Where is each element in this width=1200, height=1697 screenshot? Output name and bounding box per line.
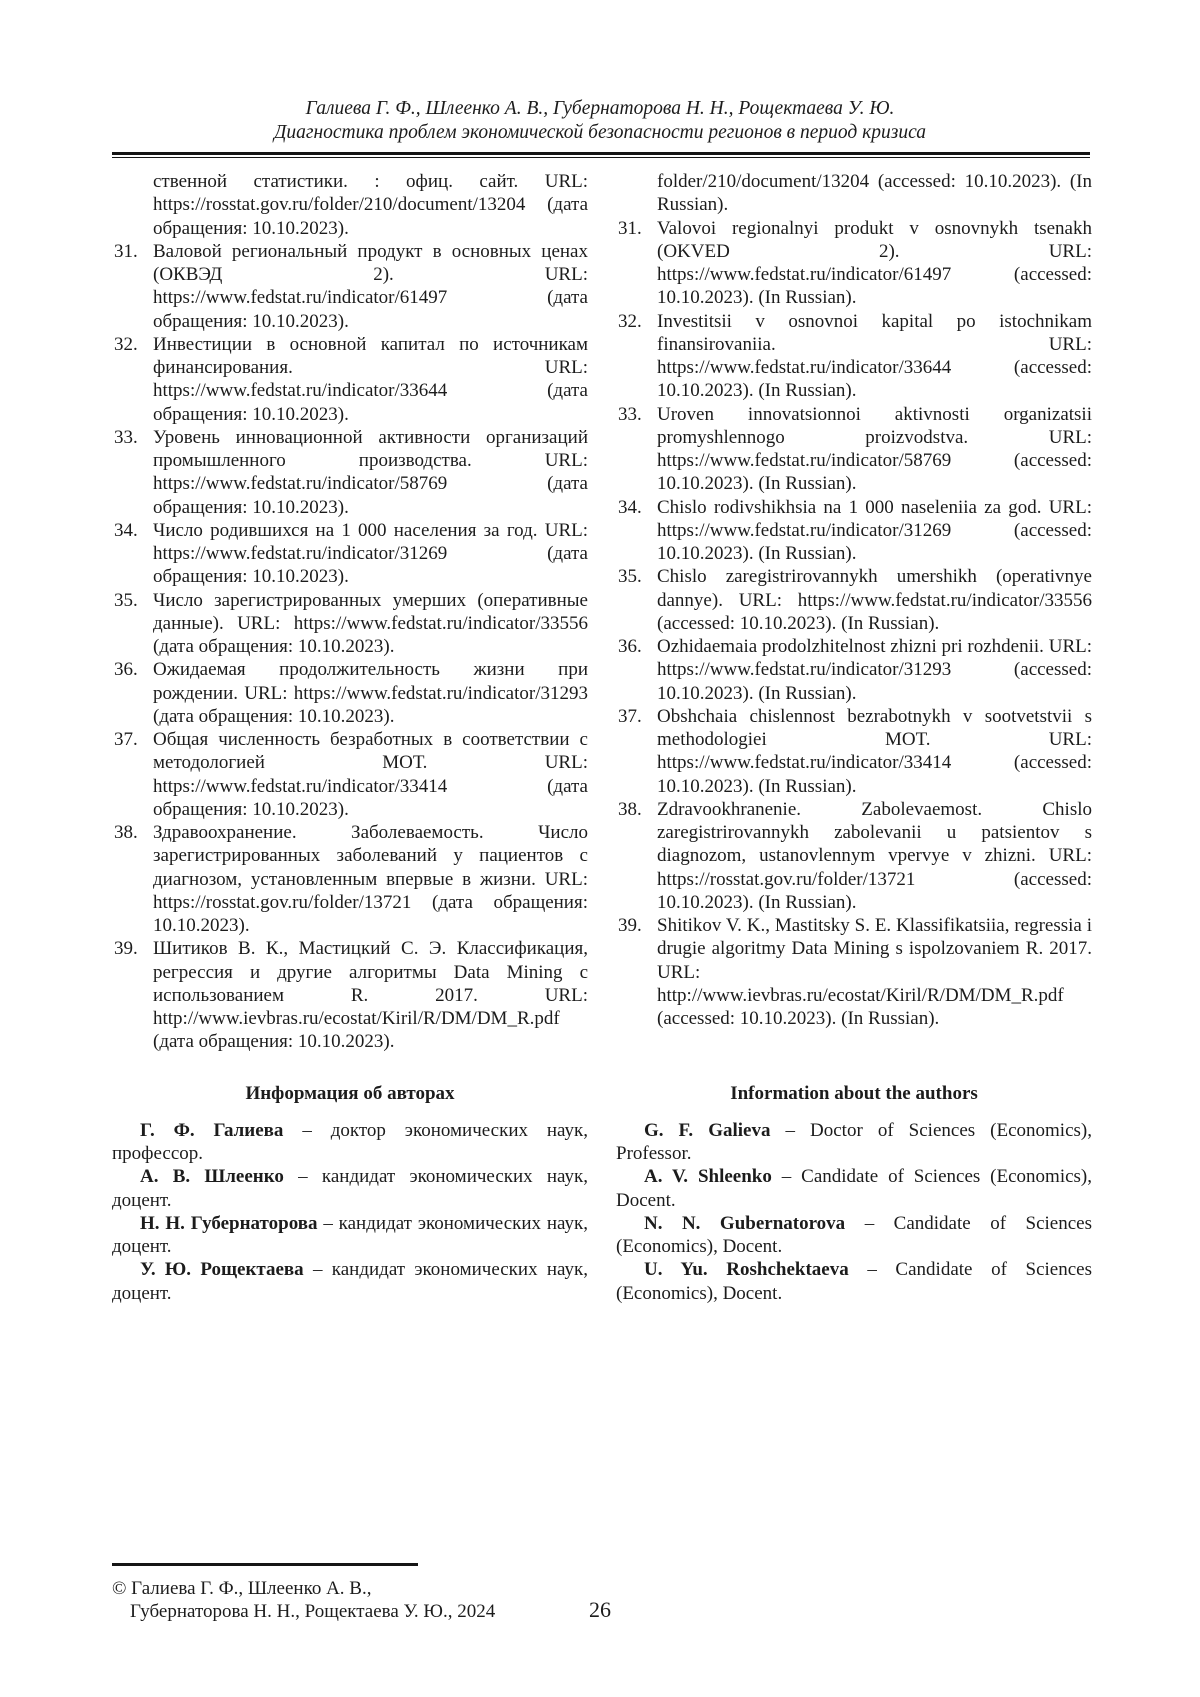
author-name: А. В. Шлеенко (140, 1166, 284, 1188)
copyright-line-2: Губернаторова Н. Н., Рощектаева У. Ю., 2024 (130, 1601, 496, 1622)
reference-text: Валовой региональный продукт в основных ценах (ОКВЭД 2). URL: https://www.fedstat.ru/indicator/61497 (дата обращения: 10.10.2023). (153, 240, 588, 332)
authors-heading-ru: Информация об авторах (245, 1082, 455, 1104)
reference-number: 35. (618, 566, 642, 588)
authors-column-ru (112, 1082, 588, 1305)
reference-number: 32. (618, 310, 642, 332)
reference-continuation: folder/210/document/13204 (accessed: 10.10.2023). (In Russian). (657, 171, 1092, 216)
reference-text: Инвестиции в основной капитал по источникам финансирования. URL: https://www.fedstat.ru/indicator/33644 (дата обращения: 10.10.2023). (153, 333, 588, 425)
reference-number: 34. (114, 519, 138, 541)
reference-number: 36. (618, 636, 642, 657)
reference-number: 35. (114, 589, 138, 611)
author-entry (616, 1119, 1092, 1166)
reference-item (112, 519, 588, 589)
reference-item (616, 217, 1092, 310)
author-name: A. V. Shleenko (644, 1166, 772, 1188)
author-entry (616, 1258, 1092, 1305)
references-column-en (616, 170, 1092, 1054)
reference-item (616, 705, 1092, 798)
reference-text: Здравоохранение. Заболеваемость. Число зарегистрированных заболеваний у пациентов с диагнозом, установленным впервые в жизни. URL: https://rosstat.gov.ru/folder/13721 (дата обращения: 10.10.2023). (153, 822, 588, 936)
reference-text: Ожидаемая продолжительность жизни при рождении. URL: https://www.fedstat.ru/indicator/31293 (дата обращения: 10.10.2023). (153, 659, 588, 727)
reference-item (112, 821, 588, 937)
reference-item (112, 937, 588, 1053)
reference-number: 38. (618, 798, 642, 820)
author-name: N. N. Gubernatorova (644, 1212, 846, 1234)
reference-text: Shitikov V. K., Mastitsky S. E. Klassifikatsiia, regressia i drugie algoritmy Data Mining s ispolzovaniem R. 2017. URL: http://www.ievbras.ru/ecostat/Kiril/R/DM/DM_R.pdf (accessed: 10.10.2023). (In Russian). (657, 915, 1092, 1029)
reference-item (616, 310, 1092, 403)
references-section (112, 170, 1092, 1054)
reference-text: Chislo zaregistrirovannykh umershikh (operativnye dannye). URL: https://www.fedstat.ru/indicator/33556 (accessed: 10.10.2023). (In Russian). (657, 566, 1092, 634)
author-name: Г. Ф. Галиева (140, 1119, 284, 1141)
running-head-authors: Галиева Г. Ф., Шлеенко А. В., Губернаторова Н. Н., Рощектаева У. Ю. (305, 98, 895, 119)
running-head (0, 97, 1200, 145)
author-name: U. Yu. Roshchektaeva (644, 1259, 849, 1281)
reference-number: 33. (618, 403, 642, 425)
author-details: – Candidate of Sciences (Economics), Docent. (616, 1259, 1092, 1304)
reference-item (112, 589, 588, 659)
reference-number: 34. (618, 496, 642, 518)
reference-text: Investitsii v osnovnoi kapital po istochnikam finansirovaniia. URL: https://www.fedstat.ru/indicator/33644 (accessed: 10.10.2023). (In Russian). (657, 310, 1092, 402)
reference-number: 37. (114, 729, 138, 750)
reference-number: 32. (114, 333, 138, 355)
reference-item (616, 798, 1092, 914)
reference-number: 37. (618, 705, 642, 727)
reference-text: Zdravookhranenie. Zabolevaemost. Chislo zaregistrirovannykh zabolevanii u patsientov s diagnozom, ustanovlennym vpervye v zhizni. URL: https://rosstat.gov.ru/folder/13721 (accessed: 10.10.2023). (In Russian). (657, 798, 1092, 913)
author-details: – доктор экономических наук, профессор. (112, 1119, 588, 1164)
reference-number: 36. (114, 659, 138, 681)
reference-continuation: ственной статистики. : офиц. сайт. URL: https://rosstat.gov.ru/folder/210/document/13204 (дата обращения: 10.10.2023). (153, 171, 588, 239)
reference-item (112, 333, 588, 426)
author-name: G. F. Galieva (644, 1119, 771, 1141)
author-details: – Candidate of Sciences (Economics), Docent. (616, 1166, 1093, 1211)
reference-item (112, 426, 588, 519)
reference-text: Uroven innovatsionnoi aktivnosti organizatsii promyshlennogo proizvodstva. URL: https://www.fedstat.ru/indicator/58769 (accessed: 10.10.2023). (In Russian). (657, 403, 1092, 495)
running-head-title: Диагностика проблем экономической безопасности регионов в период кризиса (273, 122, 927, 143)
author-entry (112, 1119, 588, 1166)
reference-text: Obshchaia chislennost bezrabotnykh v sootvetstvii s methodologiei MOT. URL: https://www.fedstat.ru/indicator/33414 (accessed: 10.10.2023). (In Russian). (657, 705, 1092, 797)
author-details: – Candidate of Sciences (Economics), Docent. (616, 1212, 1092, 1257)
reference-number: 31. (114, 240, 138, 262)
reference-text: Шитиков В. К., Мастицкий С. Э. Классификация, регрессия и другие алгоритмы Data Mining с использованием R. 2017. URL: http://www.ievbras.ru/ecostat/Kiril/R/DM/DM_R.pdf (дата обращения: 10.10.2023). (153, 938, 588, 1053)
page-number: 26 (589, 1597, 611, 1622)
author-entry (616, 1212, 1092, 1259)
author-entry (112, 1258, 588, 1305)
authors-info-section (112, 1082, 1092, 1305)
reference-text: Уровень инновационной активности организаций промышленного производства. URL: https://www.fedstat.ru/indicator/58769 (дата обращения: 10.10.2023). (153, 426, 588, 518)
reference-item (616, 914, 1092, 1030)
reference-text: Общая численность безработных в соответствии с методологией МОТ. URL: https://www.fedstat.ru/indicator/33414 (дата обращения: 10.10.2023). (153, 729, 588, 820)
reference-text: Valovoi regionalnyi produkt v osnovnykh tsenakh (OKVED 2). URL: https://www.fedstat.ru/indicator/61497 (accessed: 10.10.2023). (In Russian). (657, 217, 1092, 309)
references-column-ru (112, 170, 588, 1054)
author-entry (112, 1165, 588, 1212)
author-name: У. Ю. Рощектаева (140, 1259, 304, 1281)
reference-item (616, 565, 1092, 635)
reference-number: 39. (618, 915, 642, 936)
author-entry (112, 1212, 588, 1259)
reference-item (616, 635, 1092, 705)
reference-text: Число зарегистрированных умерших (оперативные данные). URL: https://www.fedstat.ru/indicator/33556 (дата обращения: 10.10.2023). (153, 589, 588, 657)
header-rule (112, 152, 1090, 158)
author-details: – кандидат экономических наук, доцент. (112, 1166, 589, 1211)
reference-text: Ozhidaemaia prodolzhitelnost zhizni pri rozhdenii. URL: https://www.fedstat.ru/indicator/31293 (accessed: 10.10.2023). (In Russian). (657, 636, 1092, 704)
authors-heading-en: Information about the authors (730, 1082, 978, 1104)
author-entry (616, 1165, 1092, 1212)
author-details: – кандидат экономических наук, доцент. (112, 1212, 588, 1257)
reference-number: 31. (618, 217, 642, 239)
reference-number: 33. (114, 426, 138, 448)
page-body (112, 170, 1092, 1305)
authors-column-en (616, 1082, 1092, 1305)
reference-text: Число родившихся на 1 000 населения за год. URL: https://www.fedstat.ru/indicator/31269 (дата обращения: 10.10.2023). (153, 519, 588, 588)
author-details: – Doctor of Sciences (Economics), Professor. (616, 1119, 1092, 1164)
reference-item (616, 403, 1092, 496)
reference-item (112, 658, 588, 728)
author-details: – кандидат экономических наук, доцент. (112, 1259, 588, 1304)
copyright-line-1: © Галиева Г. Ф., Шлеенко А. В., (112, 1578, 372, 1599)
reference-number: 39. (114, 938, 138, 960)
reference-text: Chislo rodivshikhsia na 1 000 naseleniia za god. URL: https://www.fedstat.ru/indicator/31269 (accessed: 10.10.2023). (In Russian). (657, 496, 1092, 564)
author-name: Н. Н. Губернаторова (140, 1212, 318, 1234)
reference-item (112, 240, 588, 333)
reference-number: 38. (114, 822, 138, 843)
reference-item (112, 728, 588, 821)
reference-item (616, 496, 1092, 566)
footer-rule (112, 1563, 418, 1566)
